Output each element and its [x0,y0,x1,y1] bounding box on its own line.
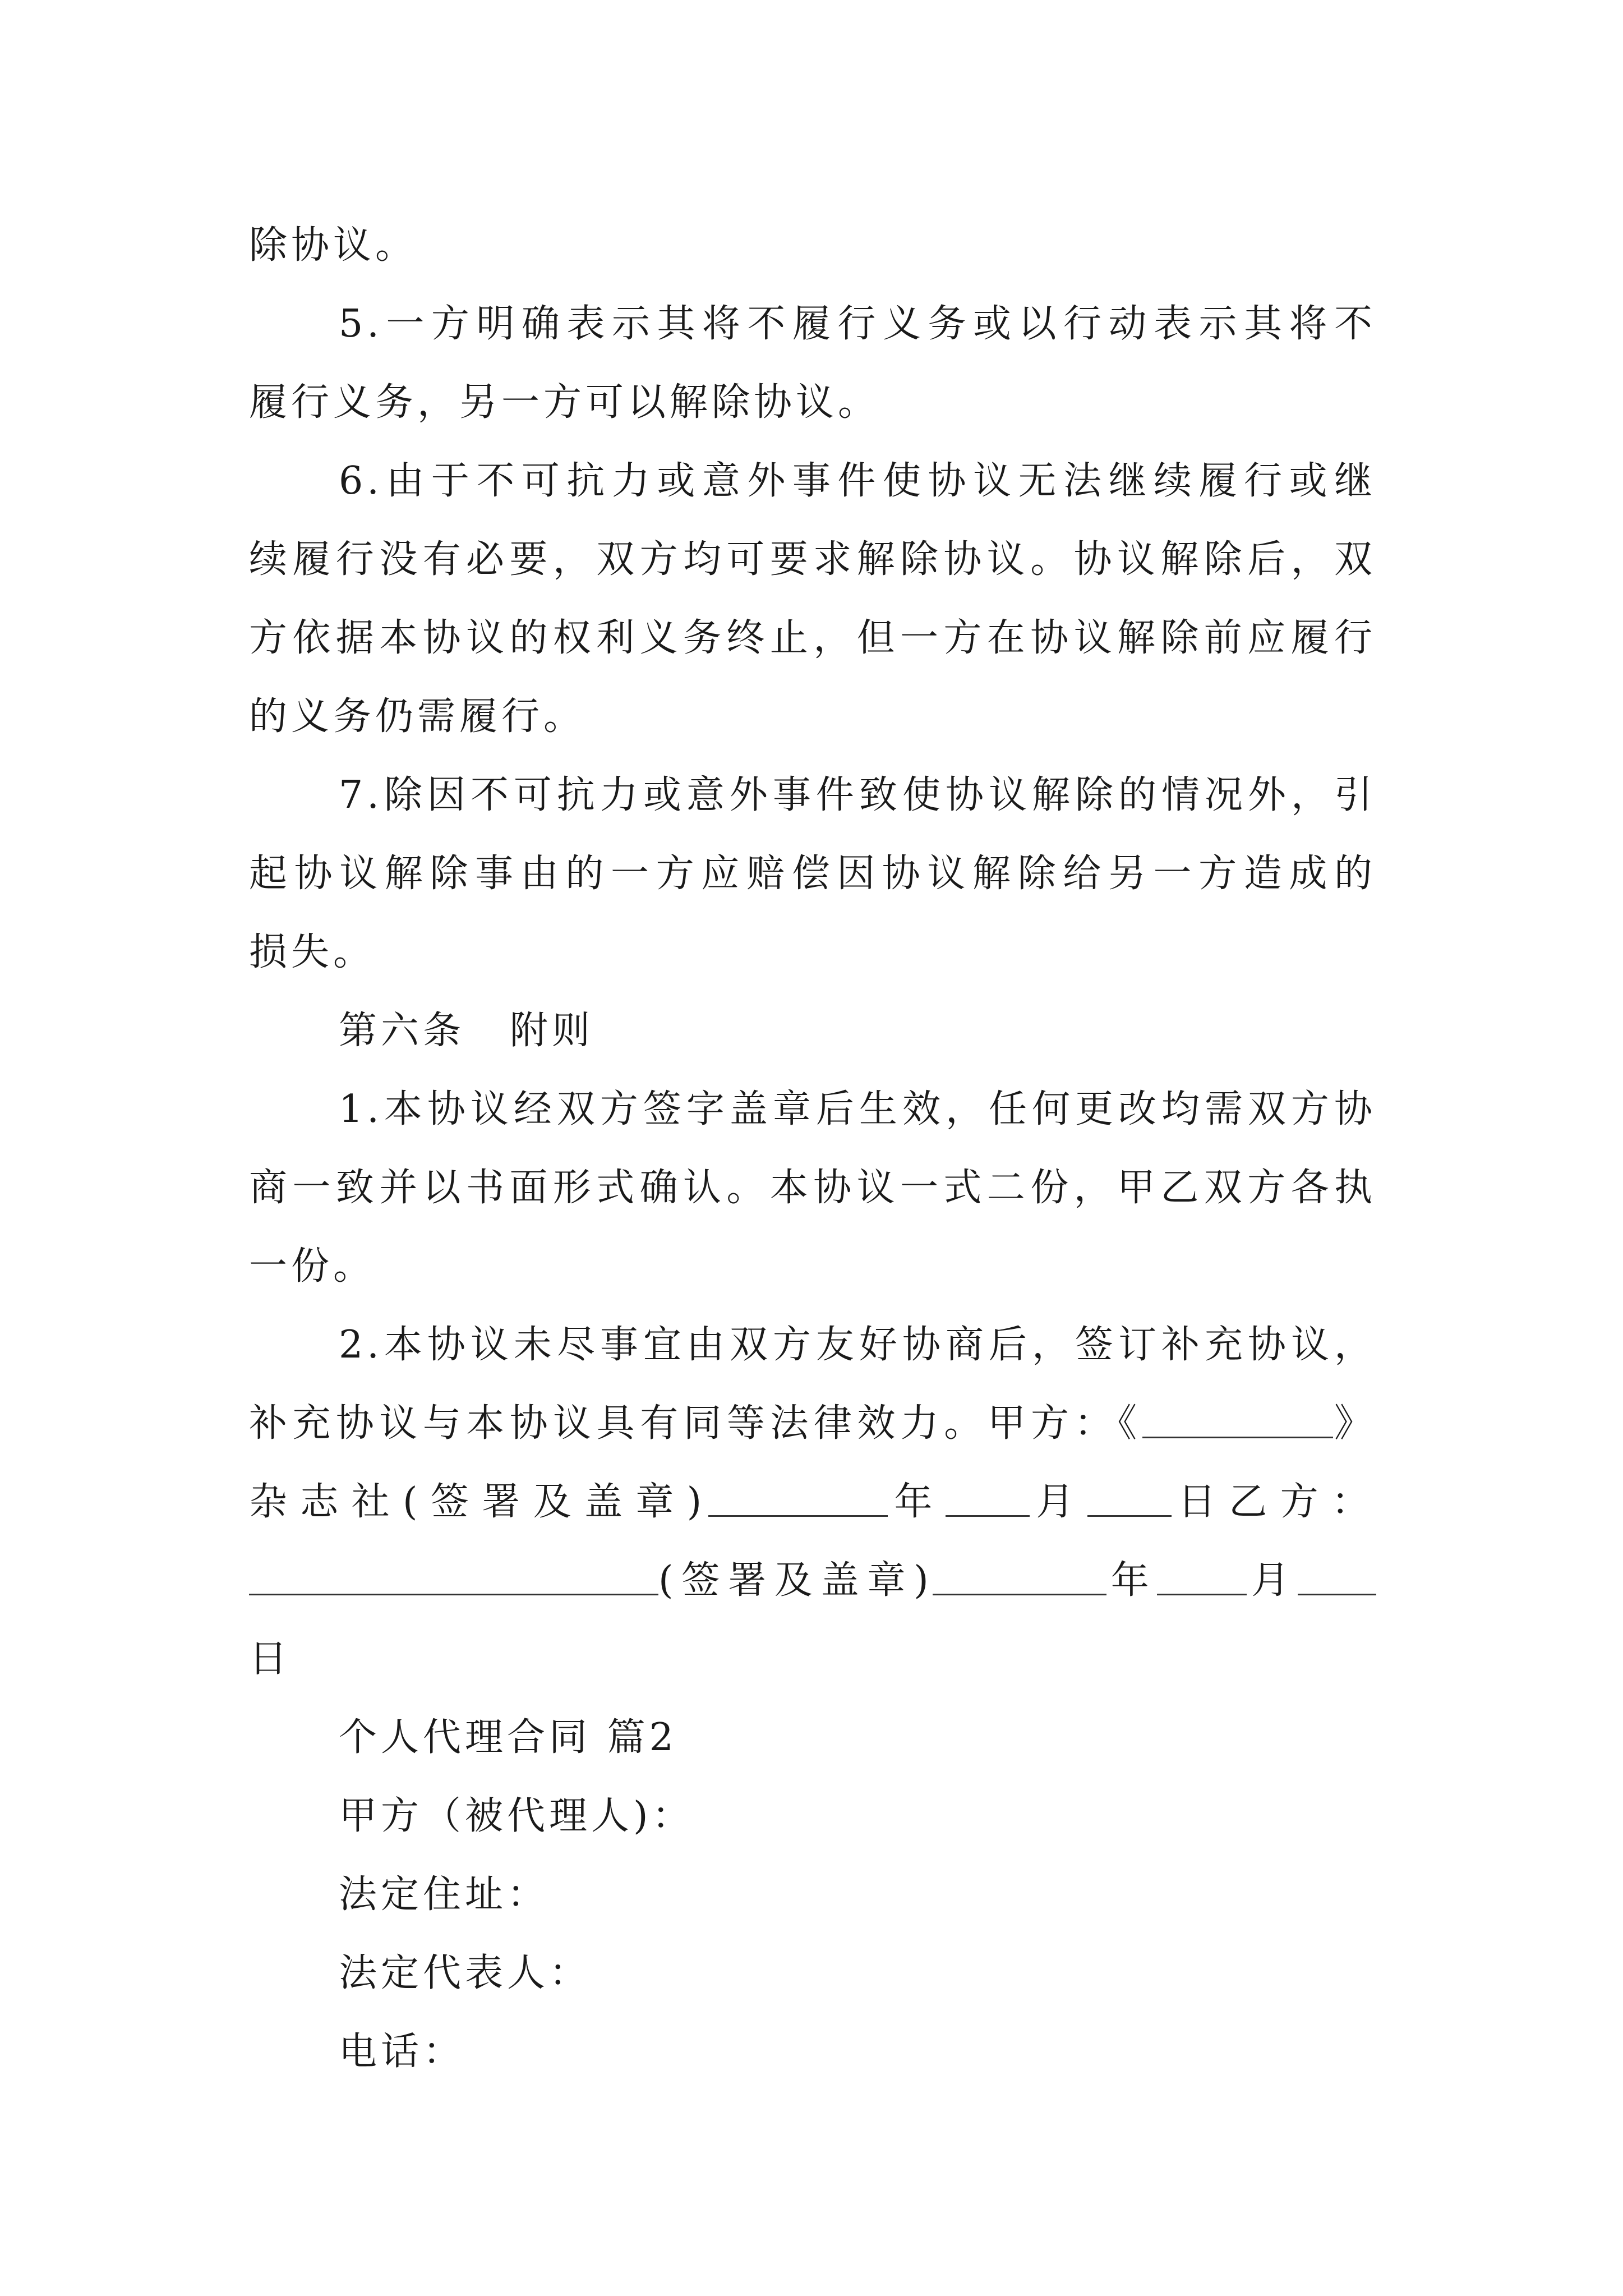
clause-7-line-2: 起协议解除事由的一方应赔偿因协议解除给另一方造成的 [249,852,1376,896]
clause-6-line-2: 续履行没有必要，双方均可要求解除协议。协议解除后，双 [249,537,1376,582]
article-6-clause-1-line-2: 商一致并以书面形式确认。本协议一式二份，甲乙双方各执 [249,1166,1376,1210]
party-a-principal-label: 甲方（被代理人)： [339,1794,694,1838]
clause-6-line-1: 6.由于不可抗力或意外事件使协议无法继续履行或继 [339,459,1376,503]
party-a-month-blank [946,1481,1030,1517]
party-b-day-blank [1298,1560,1376,1595]
year-label: 年 [888,1480,946,1524]
article-6-clause-1-line-3: 一份。 [249,1244,376,1289]
phone-label: 电话： [339,2030,465,2074]
clause-6-line-4: 的义务仍需履行。 [249,694,586,739]
clause-6-line-3: 方依据本协议的权利义务终止，但一方在协议解除前应履行 [249,616,1376,660]
party-a-name-blank [1142,1403,1333,1438]
contract-2-title: 个人代理合同 篇2 [339,1715,677,1760]
party-a-year-blank [708,1481,888,1517]
clause-7-line-1: 7.除因不可抗力或意外事件致使协议解除的情况外，引 [339,773,1376,817]
party-b-signature-line [249,1542,1376,1620]
article-6-heading [249,992,1376,1070]
legal-representative-label: 法定代表人： [339,1951,592,1995]
document-body [249,206,1376,2091]
party-a-day-blank [1087,1481,1172,1517]
party-b-label: 日乙方： [1171,1480,1376,1524]
party-b-month-blank [1157,1560,1247,1595]
party-b-sign-label: (签署及盖章) [658,1558,933,1603]
party-b-name-blank [249,1560,658,1595]
party-a-signature-line [249,1463,1376,1542]
article-6-clause-2-line-1: 2.本协议未尽事宜由双方友好协商后，签订补充协议， [339,1323,1376,1367]
article-6-clause-2-line-2 [249,1384,1376,1463]
article-6-clause-1-line-1: 1.本协议经双方签字盖章后生效，任何更改均需双方协 [339,1087,1376,1131]
article-6-number: 第六条 [339,1009,465,1053]
article-6-title: 附则 [510,1009,594,1053]
party-a-label: 补充协议与本协议具有同等法律效力。甲方：《 [249,1401,1142,1446]
clause-5-line-1: 5.一方明确表示其将不履行义务或以行动表示其将不 [339,302,1376,346]
party-b-year-blank [933,1560,1106,1595]
month-label: 月 [1247,1558,1298,1603]
day-label-line: 日 [249,1637,292,1681]
month-label: 月 [1029,1480,1087,1524]
text-line: 除协议。 [249,223,418,268]
year-label: 年 [1106,1558,1158,1603]
party-a-sign-label: 杂志社(签署及盖章) [249,1480,709,1524]
signature-block [249,1463,1376,1542]
legal-address-label: 法定住址： [339,1872,550,1917]
clause-7-line-3: 损失。 [249,930,376,974]
party-a-close-quote: 》 [1332,1401,1376,1446]
clause-5-line-2: 履行义务，另一方可以解除协议。 [249,380,880,425]
